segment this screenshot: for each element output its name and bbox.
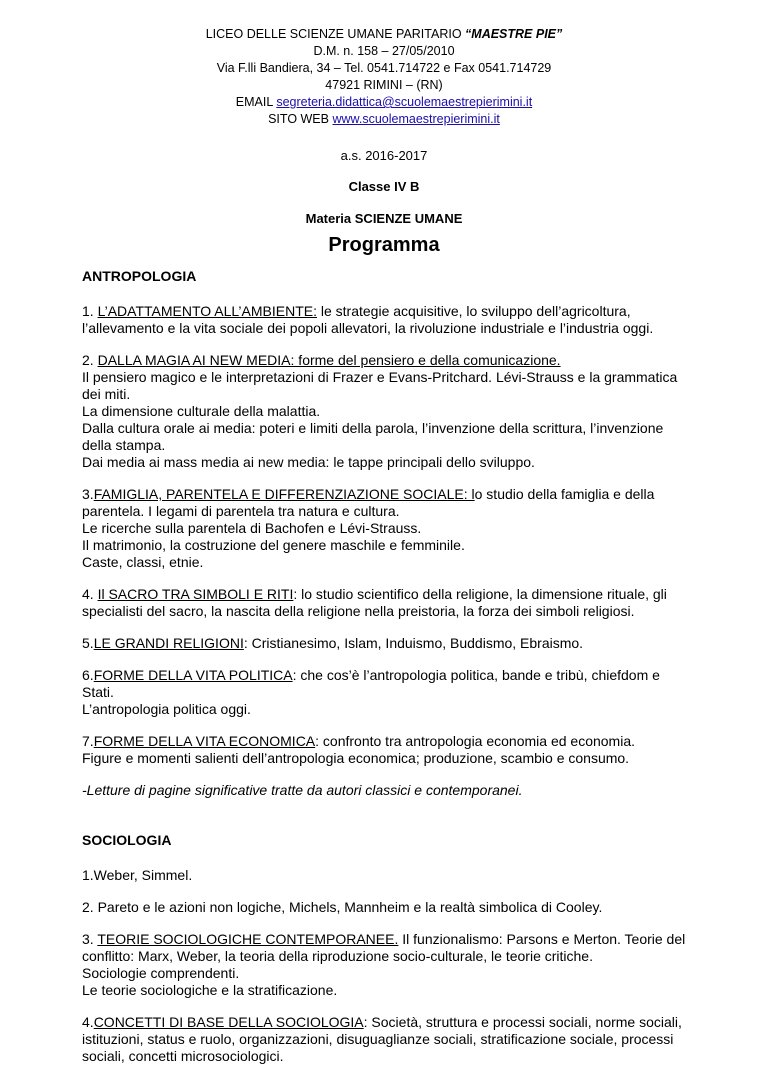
- antropologia-item-2: 2. DALLA MAGIA AI NEW MEDIA: forme del pensiero e della comunicazione. Il pensiero magico e le interpretazioni di Frazer e Evans-Pritchard. Lévi-Strauss e la grammatica dei miti. La dimensione culturale della malattia. Dalla cultura orale ai media: poteri e limiti della parola, l’invenzione della scrittura, l’invenzione della stampa. Dai media ai mass media ai new media: le tappe principali dello sviluppo.: [82, 352, 678, 470]
- school-header: [0, 26, 768, 128]
- readings-note: -Letture di pagine significative tratte da autori classici e contemporanei.: [82, 782, 523, 798]
- website-line: SITO WEB www.scuolemaestrepierimini.it: [268, 112, 500, 126]
- antropologia-item-4: 4. Il SACRO TRA SIMBOLI E RITI: lo studio scientifico della religione, la dimensione rituale, gli specialisti del sacro, la nascita della religione nella preistoria, la forza dei simboli religiosi.: [82, 586, 667, 619]
- website-link[interactable]: www.scuolemaestrepierimini.it: [332, 112, 500, 126]
- antropologia-item-7: 7.FORME DELLA VITA ECONOMICA: confronto tra antropologia economia ed economia. Figure e momenti salienti dell’antropologia economica; produzione, scambio e consumo.: [82, 733, 636, 766]
- city: 47921 RIMINI – (RN): [325, 78, 443, 92]
- sociologia-item-3: 3. TEORIE SOCIOLOGICHE CONTEMPORANEE. Il funzionalismo: Parsons e Merton. Teorie del conflitto: Marx, Weber, la teoria della riproduzione socio-culturale, le teorie critiche. Sociologie comprendenti. Le teorie sociologiche e la stratificazione.: [82, 931, 686, 998]
- address: Via F.lli Bandiera, 34 – Tel. 0541.714722 e Fax 0541.714729: [216, 61, 552, 75]
- school-name-line: LICEO DELLE SCIENZE UMANE PARITARIO “MAESTRE PIE”: [205, 27, 563, 41]
- section-heading-antropologia: ANTROPOLOGIA: [82, 268, 197, 284]
- subject-label: Materia SCIENZE UMANE: [305, 211, 463, 226]
- sociologia-item-1: 1.Weber, Simmel.: [82, 867, 193, 883]
- antropologia-item-5: 5.LE GRANDI RELIGIONI: Cristianesimo, Islam, Induismo, Buddismo, Ebraismo.: [82, 635, 584, 651]
- page-title: Programma: [328, 234, 440, 256]
- section-heading-sociologia: SOCIOLOGIA: [82, 832, 172, 848]
- antropologia-item-6: 6.FORME DELLA VITA POLITICA: che cos’è l’antropologia politica, bande e tribù, chiefdom e Stati. L’antropologia politica oggi.: [82, 667, 660, 717]
- program-body: [82, 268, 694, 1080]
- class-label: Classe IV B: [348, 179, 420, 194]
- sociologia-item-2: 2. Pareto e le azioni non logiche, Michels, Mannheim e la realtà simbolica di Cooley.: [82, 899, 603, 915]
- antropologia-item-3: 3.FAMIGLIA, PARENTELA E DIFFERENZIAZIONE SOCIALE: lo studio della famiglia e della parentela. I legami di parentela tra natura e cultura. Le ricerche sulla parentela di Bachofen e Lévi-Strauss. Il matrimonio, la costruzione del genere maschile e femminile. Caste, classi, etnie.: [82, 486, 655, 570]
- school-year: a.s. 2016-2017: [340, 148, 428, 163]
- email-link[interactable]: segreteria.didattica@scuolemaestrepierimini.it: [276, 95, 533, 109]
- sociologia-item-4: 4.CONCETTI DI BASE DELLA SOCIOLOGIA: Società, struttura e processi sociali, norme sociali, istituzioni, status e ruolo, organizzazioni, disuguaglianze sociali, stratificazione sociale, processi sociali, concetti microsociologici.: [82, 1014, 682, 1064]
- email-line: EMAIL segreteria.didattica@scuolemaestrepierimini.it: [235, 95, 533, 109]
- school-name: “MAESTRE PIE”: [465, 27, 563, 41]
- decree: D.M. n. 158 – 27/05/2010: [313, 44, 455, 58]
- antropologia-item-1: 1. L’ADATTAMENTO ALL’AMBIENTE: le strategie acquisitive, lo sviluppo dell’agricoltura, l’allevamento e la vita sociale dei popoli allevatori, la rivoluzione industriale e l’industria oggi.: [82, 303, 654, 336]
